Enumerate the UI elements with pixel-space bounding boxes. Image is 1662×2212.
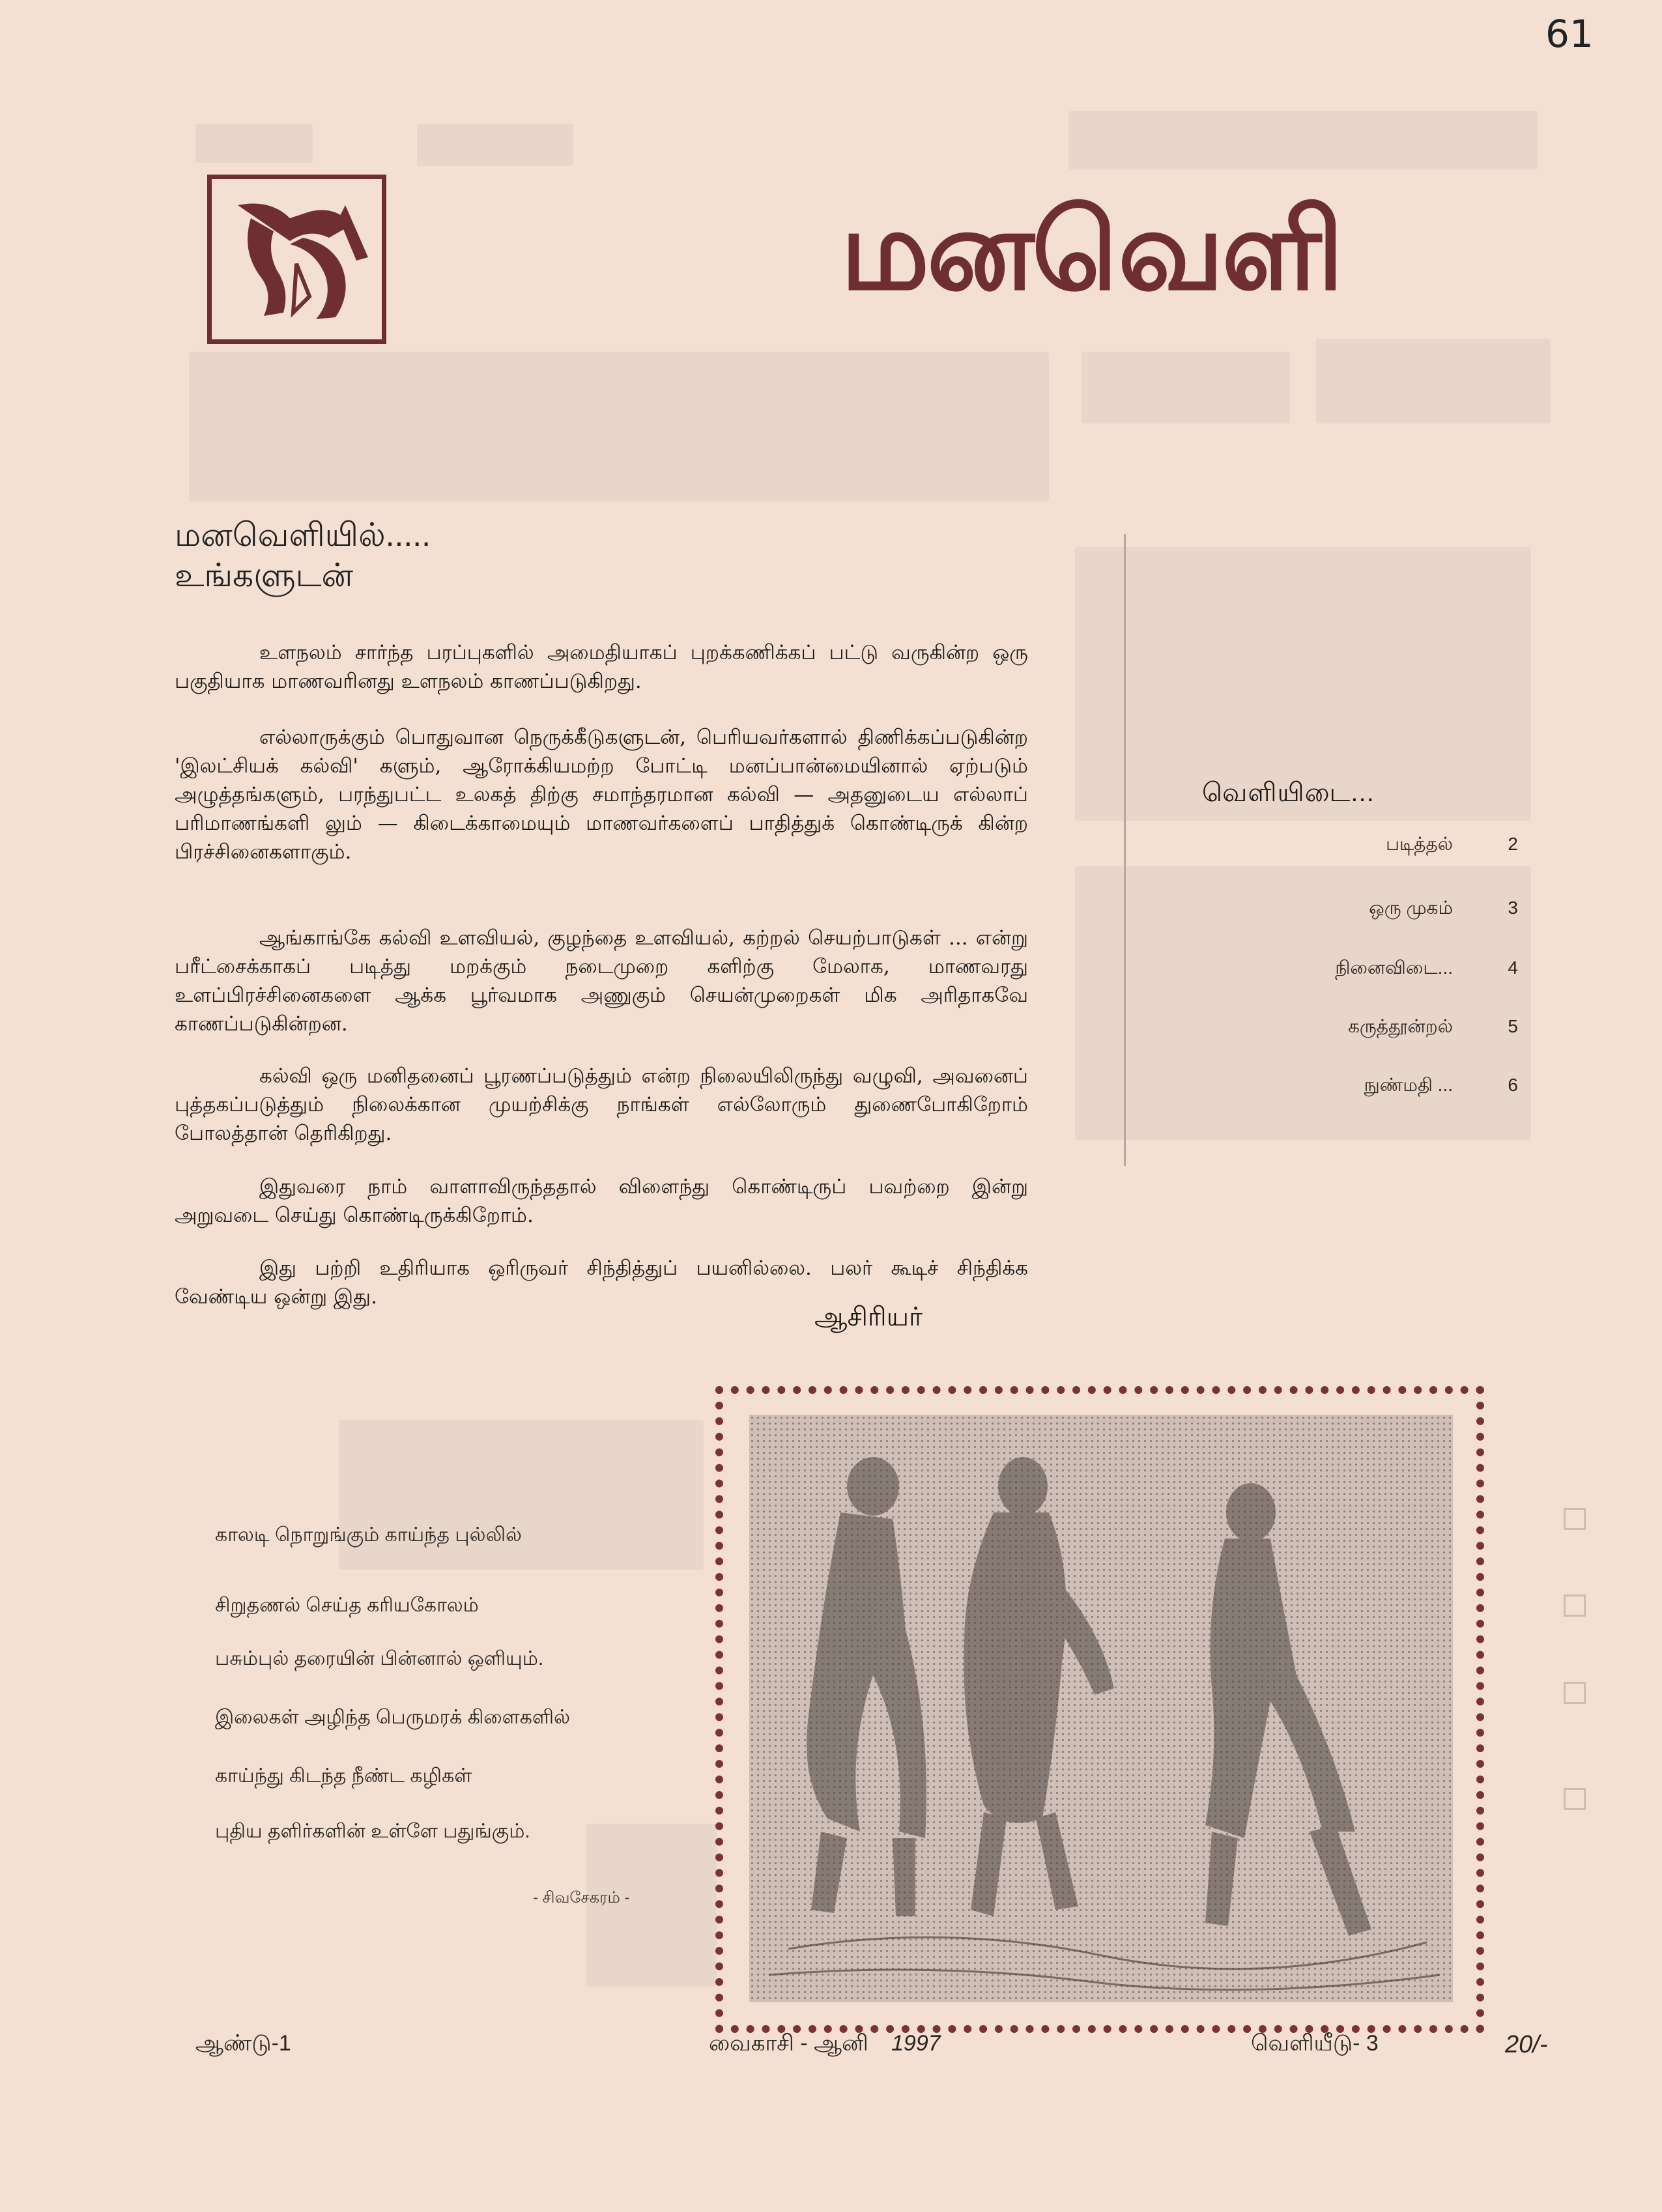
poem-line: காலடி நொறுங்கும் காய்ந்த புல்லில்	[215, 1524, 522, 1546]
page-number: 61	[1545, 12, 1594, 56]
contents-item-title: நுண்மதி ...	[1364, 1075, 1453, 1095]
contents-heading: வெளியிடை...	[1202, 778, 1375, 807]
editorial-paragraph-4: கல்வி ஒரு மனிதனைப் பூரணப்படுத்தும் என்ற நிலையிலிருந்து வழுவி, அவனைப் புத்தகப்படுத்தும் நிலைக்கான முயற்சிக்கு நாங்கள் எல்லோரும் துணைபோகிறோம் போலத்தான் தெரிகிறது.	[175, 1064, 1028, 1145]
contents-item	[1166, 898, 1518, 930]
contents-item-page: 3	[1508, 898, 1518, 918]
contents-item-page: 4	[1508, 957, 1518, 978]
footer-year: 1997	[891, 2031, 941, 2056]
contents-item	[1166, 957, 1518, 990]
editorial-title	[175, 515, 431, 595]
contents-item-title: நினைவிடை...	[1335, 957, 1453, 978]
poem-line: சிறுதணல் செய்த கரியகோலம்	[215, 1595, 479, 1616]
contents-item	[1166, 1016, 1518, 1049]
footer-price: 20/-	[1505, 2031, 1548, 2058]
poem-author: - சிவசேகரம் -	[533, 1889, 630, 1907]
footer-year-label: ஆண்டு-1	[195, 2031, 291, 2056]
footer-issue: வெளியீடு- 3	[1251, 2031, 1379, 2056]
three-figures-sketch-icon	[749, 1415, 1453, 2002]
contents-item-page: 6	[1508, 1075, 1518, 1095]
editorial-paragraph-3: ஆங்காங்கே கல்வி உளவியல், குழந்தை உளவியல், கற்றல் செயற்பாடுகள் ... என்று பரீட்சைக்காகப் படித்து மறக்கும் நடைமுறை களிற்கு மேலாக, மாணவரது உளப்பிரச்சினைகளை ஆக்க பூர்வமாக அணுகும் செயன்முறைகள் மிக அரிதாகவே காணப்படுகின்றன.	[175, 926, 1028, 1036]
contents-item	[1166, 1075, 1518, 1107]
editorial-title-line-1: மனவெளியில்.....	[175, 517, 431, 553]
editorial-paragraph-6: இது பற்றி உதிரியாக ஒரிருவர் சிந்தித்துப் பயனில்லை. பலர் கூடிச் சிந்திக்க வேண்டிய ஒன்று இது.	[175, 1256, 1028, 1309]
editorial-paragraph-5: இதுவரை நாம் வாளாவிருந்ததால் விளைந்து கொண்டிருப் பவற்றை இன்று அறுவடை செய்து கொண்டிருக்கிறோம்.	[175, 1175, 1028, 1227]
editorial-title-line-2: உங்களுடன்	[175, 557, 353, 593]
brush-emblem-icon	[212, 179, 382, 339]
poem-line: பசும்புல் தரையின் பின்னால் ஒளியும்.	[215, 1648, 544, 1669]
editorial-paragraph-1: உளநலம் சார்ந்த பரப்புகளில் அமைதியாகப் புறக்கணிக்கப் பட்டு வருகின்ற ஒரு பகுதியாக மாணவரினது உளநலம் காணப்படுகிறது.	[175, 641, 1028, 693]
footer-months: வைகாசி - ஆனி	[709, 2031, 868, 2056]
poem-line: இலைகள் அழிந்த பெருமரக் கிளைகளில்	[215, 1707, 570, 1728]
poem-line: காய்ந்து கிடந்த நீண்ட கழிகள்	[215, 1765, 472, 1787]
contents-item-title: ஒரு முகம்	[1369, 898, 1453, 918]
editorial-signature: ஆசிரியர்	[814, 1303, 923, 1331]
contents-item-title: கருத்தூன்றல்	[1347, 1016, 1453, 1036]
contents-item	[1166, 834, 1518, 866]
masthead-title: மனவெளி	[840, 186, 1341, 315]
illustration-image	[749, 1415, 1453, 2002]
editorial-paragraph-2: எல்லாருக்கும் பொதுவான நெருக்கீடுகளுடன், பெரியவர்களால் திணிக்கப்படுகின்ற 'இலட்சியக் கல்வி' களும், ஆரோக்கியமற்ற போட்டி மனப்பான்மையினால் ஏற்படும் அழுத்தங்களும், பரந்துபட்ட உலகத் திற்கு சமாந்தரமான கல்வி — அதனுடைய எல்லாப் பரிமாணங்களி லும் — கிடைக்காமையும் மாணவர்களைப் பாதித்துக் கொண்டிருக் கின்ற பிரச்சினைகளாகும்.	[175, 726, 1028, 864]
contents-item-page: 5	[1508, 1016, 1518, 1036]
column-divider	[1124, 534, 1126, 1166]
contents-item-page: 2	[1508, 834, 1518, 854]
poem-line: புதிய தளிர்களின் உள்ளே பதுங்கும்.	[215, 1821, 530, 1842]
contents-item-title: படித்தல்	[1386, 834, 1453, 854]
logo	[207, 175, 386, 344]
